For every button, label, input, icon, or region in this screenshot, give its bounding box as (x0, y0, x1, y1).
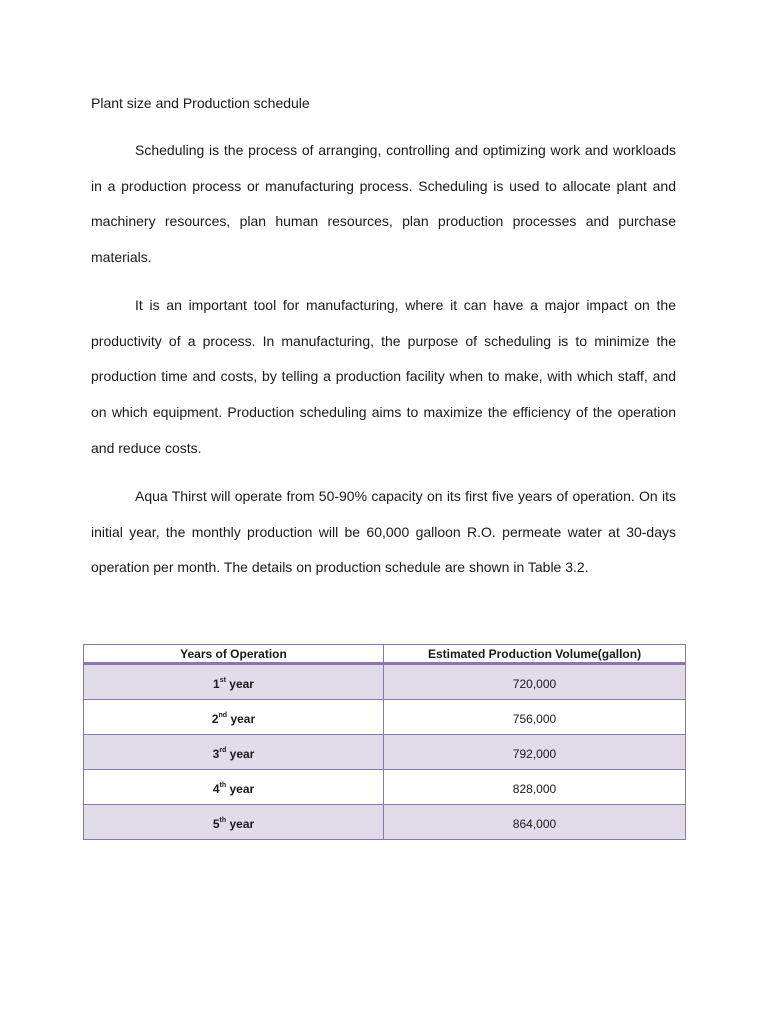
table-row (84, 735, 686, 770)
year-cell: 3rd year (84, 735, 384, 770)
year-cell: 1st year (84, 664, 384, 700)
year-cell: 5th year (84, 805, 384, 840)
table-row (84, 770, 686, 805)
header-estimated-production-volume: Estimated Production Volume(gallon) (384, 645, 686, 664)
header-years-of-operation: Years of Operation (84, 645, 384, 664)
paragraph-scheduling-definition: Scheduling is the process of arranging, controlling and optimizing work and workloads in a production process or manufacturing process. Scheduling is used to allocate plant and machinery resources, plan human resources, plan production processes and purchase materials. (91, 142, 676, 266)
table-row (84, 700, 686, 735)
volume-cell: 720,000 (384, 664, 686, 700)
volume-cell: 828,000 (384, 770, 686, 805)
year-cell: 2nd year (84, 700, 384, 735)
production-schedule-table (83, 644, 685, 840)
table-header-row (84, 645, 686, 664)
table-row (84, 805, 686, 840)
year-cell: 4th year (84, 770, 384, 805)
paragraph-scheduling-importance: It is an important tool for manufacturing, where it can have a major impact on the productivity of a process. In manufacturing, the purpose of scheduling is to minimize the production time and costs, by telling a production facility when to make, with which staff, and on which equipment. Production scheduling aims to maximize the efficiency of the operation and reduce costs. (91, 297, 676, 456)
volume-cell: 756,000 (384, 700, 686, 735)
section-heading: Plant size and Production schedule (91, 95, 310, 111)
volume-cell: 864,000 (384, 805, 686, 840)
paragraph-aqua-thirst-capacity: Aqua Thirst will operate from 50-90% capacity on its first five years of operation. On its initial year, the monthly production will be 60,000 galloon R.O. permeate water at 30-days operation per month. The details on production schedule are shown in Table 3.2. (91, 488, 676, 576)
table-row (84, 664, 686, 700)
volume-cell: 792,000 (384, 735, 686, 770)
